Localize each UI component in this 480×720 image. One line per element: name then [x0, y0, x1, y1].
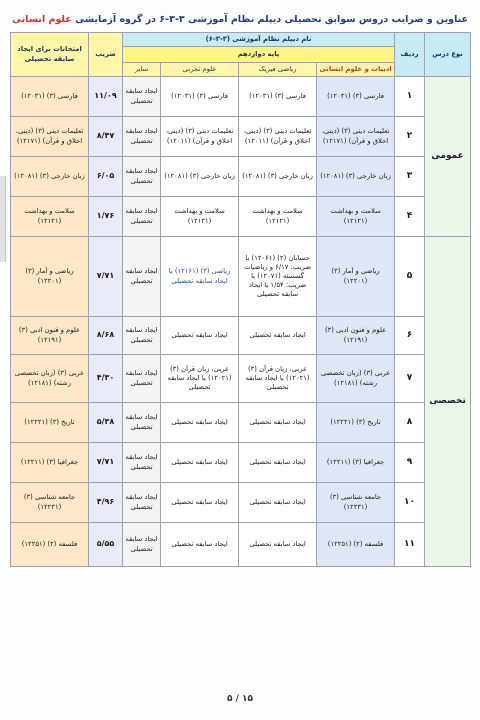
cell-phys: فارسی (۳) (۱۲۰۳۱) — [239, 77, 317, 117]
cell-bio: ایجاد سابقه تحصیلی — [161, 317, 239, 355]
cell-phys: ایجاد سابقه تحصیلی — [239, 483, 317, 523]
cell-coef: ۷/۷۱ — [89, 237, 123, 317]
cell-other: ایجاد سابقه تحصیلی — [123, 483, 161, 523]
header-track-human: ادبیات و علوم انسانی — [317, 63, 395, 77]
cell-phys: ایجاد سابقه تحصیلی — [239, 403, 317, 443]
cell-human: فارسی (۳) (۱۲۰۳۱) — [317, 77, 395, 117]
cell-coef: ۸/۶۸ — [89, 317, 123, 355]
header-row: ردیف — [395, 33, 425, 77]
cell-phys: عربی، زبان قرآن (۳) (۱۲۰۲۱) یا ایجاد سابقه تحصیلی — [239, 355, 317, 403]
cell-bio: عربی، زبان قرآن (۳) (۱۲۰۲۱) یا ایجاد سابقه تحصیلی — [161, 355, 239, 403]
cell-coef: ۵/۵۵ — [89, 523, 123, 567]
cell-exam: سلامت و بهداشت (۱۲۱۲۱) — [11, 197, 89, 237]
cell-phys: ایجاد سابقه تحصیلی — [239, 317, 317, 355]
page-title — [8, 8, 472, 32]
cell-human: زبان خارجی (۳) (۱۲۰۸۱) — [317, 157, 395, 197]
cell-bio: تعلیمات دینی (۳) (دینی، اخلاق و قرآن) (۱۲۰۱۱) — [161, 117, 239, 157]
cell-other: ایجاد سابقه تحصیلی — [123, 237, 161, 317]
cell-human: علوم و فنون ادبی (۳) (۱۲۱۹۱) — [317, 317, 395, 355]
cell-exam: تاریخ (۳) (۱۲۲۲۱) — [11, 403, 89, 443]
type-general: عمومی — [425, 77, 471, 237]
cell-human: عربی (۳) (زبان تخصصی رشته) (۱۲۱۸۱) — [317, 355, 395, 403]
cell-phys: زبان خارجی (۳) (۱۲۰۸۱) — [239, 157, 317, 197]
cell-exam: فلسفه (۲) (۱۲۲۵۱) — [11, 523, 89, 567]
page-number: ۵ / ۱۵ — [226, 694, 254, 704]
cell-other: ایجاد سابقه تحصیلی — [123, 403, 161, 443]
header-track-phys: ریاضی فیزیک — [239, 63, 317, 77]
cell-bio: ریاضی (۳) (۱۲۱۶۱) یا ایجاد سابقه تحصیلی — [161, 237, 239, 317]
row-number: ۴ — [395, 197, 425, 237]
cell-coef: ۷/۷۱ — [89, 443, 123, 483]
cell-other: ایجاد سابقه تحصیلی — [123, 117, 161, 157]
cell-bio: ایجاد سابقه تحصیلی — [161, 483, 239, 523]
row-number: ۲ — [395, 117, 425, 157]
cell-coef: ۵/۳۸ — [89, 403, 123, 443]
cell-human: جامعه شناسی (۳) (۱۲۲۳۱) — [317, 483, 395, 523]
cell-human: فلسفه (۲) (۱۲۲۵۱) — [317, 523, 395, 567]
cell-bio: ایجاد سابقه تحصیلی — [161, 523, 239, 567]
cell-phys: ایجاد سابقه تحصیلی — [239, 443, 317, 483]
cell-human: تاریخ (۳) (۱۲۲۲۱) — [317, 403, 395, 443]
header-grade: پایه دوازدهم — [123, 47, 395, 63]
cell-bio: فارسی (۳) (۱۲۰۳۱) — [161, 77, 239, 117]
cell-exam: تعلیمات دینی (۳) (دینی، اخلاق و قرآن) (۱۲۱۷۱) — [11, 117, 89, 157]
cell-bio: زبان خارجی (۳) (۱۲۰۸۱) — [161, 157, 239, 197]
cell-other: ایجاد سابقه تحصیلی — [123, 77, 161, 117]
cell-phys: حسابان (۲) (۱۲۰۶۱) با ضریب: ۶/۱۷ و ریاضیات گسسته (۱۲۰۷۱) با ضریب: ۱/۵۴ یا ایجاد سابقه تحصیلی — [239, 237, 317, 317]
cell-exam: علوم و فنون ادبی (۳) (۱۲۱۹۱) — [11, 317, 89, 355]
cell-exam: جامعه شناسی (۳) (۱۲۲۳۱) — [11, 483, 89, 523]
cell-human: تعلیمات دینی (۳) (دینی، اخلاق و قرآن) (۱۲۱۷۱) — [317, 117, 395, 157]
cell-other: ایجاد سابقه تحصیلی — [123, 197, 161, 237]
table-row — [11, 197, 471, 237]
row-number: ۶ — [395, 317, 425, 355]
header-exam: امتحانات برای ایجاد سابقه تحصیلی — [11, 33, 89, 77]
cell-other: ایجاد سابقه تحصیلی — [123, 443, 161, 483]
table-row — [11, 483, 471, 523]
cell-exam: جغرافیا (۳) (۱۲۲۱۱) — [11, 443, 89, 483]
table-row — [11, 237, 471, 317]
cell-human: ریاضی و آمار (۳) (۱۲۲۰۱) — [317, 237, 395, 317]
cell-exam: زبان خارجی (۳) (۱۲۰۸۱) — [11, 157, 89, 197]
cell-other: ایجاد سابقه تحصیلی — [123, 317, 161, 355]
cell-exam: فارسی (۳) (۱۲۰۳۱) — [11, 77, 89, 117]
row-number: ۹ — [395, 443, 425, 483]
cell-coef: ۴/۹۶ — [89, 483, 123, 523]
cell-bio: ایجاد سابقه تحصیلی — [161, 443, 239, 483]
table-row — [11, 157, 471, 197]
table-row — [11, 355, 471, 403]
cell-coef: ۱۱/۰۹ — [89, 77, 123, 117]
cell-other: ایجاد سابقه تحصیلی — [123, 355, 161, 403]
left-edge-tab — [0, 176, 6, 262]
cell-exam: ریاضی و آمار (۳) (۱۲۲۰۱) — [11, 237, 89, 317]
type-special: تخصصی — [425, 237, 471, 567]
cell-phys: ایجاد سابقه تحصیلی — [239, 523, 317, 567]
row-number: ۳ — [395, 157, 425, 197]
cell-coef: ۶/۰۵ — [89, 157, 123, 197]
header-coef: ضریب — [89, 33, 123, 77]
table-row — [11, 317, 471, 355]
cell-exam: عربی (۳) (زبان تخصصی رشته) (۱۲۱۸۱) — [11, 355, 89, 403]
row-number: ۸ — [395, 403, 425, 443]
row-number: ۱۰ — [395, 483, 425, 523]
header-track-bio: علوم تجربی — [161, 63, 239, 77]
cell-other: ایجاد سابقه تحصیلی — [123, 157, 161, 197]
title-main: عناوین و ضرایب دروس سوابق تحصیلی دیپلم نظام آموزشی ۳-۳-۶ در گروه آزمایشی — [75, 14, 469, 25]
coefficients-table — [10, 32, 471, 567]
cell-bio: ایجاد سابقه تحصیلی — [161, 403, 239, 443]
row-number: ۷ — [395, 355, 425, 403]
row-number: ۵ — [395, 237, 425, 317]
cell-human: سلامت و بهداشت (۱۲۱۲۱) — [317, 197, 395, 237]
cell-other: ایجاد سابقه تحصیلی — [123, 523, 161, 567]
cell-coef: ۴/۳۰ — [89, 355, 123, 403]
cell-coef: ۸/۴۷ — [89, 117, 123, 157]
row-number: ۱ — [395, 77, 425, 117]
table-row — [11, 77, 471, 117]
cell-human: جغرافیا (۳) (۱۲۲۱۱) — [317, 443, 395, 483]
cell-coef: ۱/۷۶ — [89, 197, 123, 237]
title-group: علوم انسانی — [11, 14, 72, 25]
cell-phys: سلامت و بهداشت (۱۲۱۲۱) — [239, 197, 317, 237]
cell-bio: سلامت و بهداشت (۱۲۱۲۱) — [161, 197, 239, 237]
cell-phys: تعلیمات دینی (۳) (دینی، اخلاق و قرآن) (۱۲۰۱۱) — [239, 117, 317, 157]
header-track-other: سایر — [123, 63, 161, 77]
header-type: نوع درس — [425, 33, 471, 77]
header-system: نام دیپلم نظام آموزشی (۳-۳-۶) — [123, 33, 395, 47]
table-row — [11, 403, 471, 443]
table-row — [11, 117, 471, 157]
table-row — [11, 443, 471, 483]
row-number: ۱۱ — [395, 523, 425, 567]
table-row — [11, 523, 471, 567]
